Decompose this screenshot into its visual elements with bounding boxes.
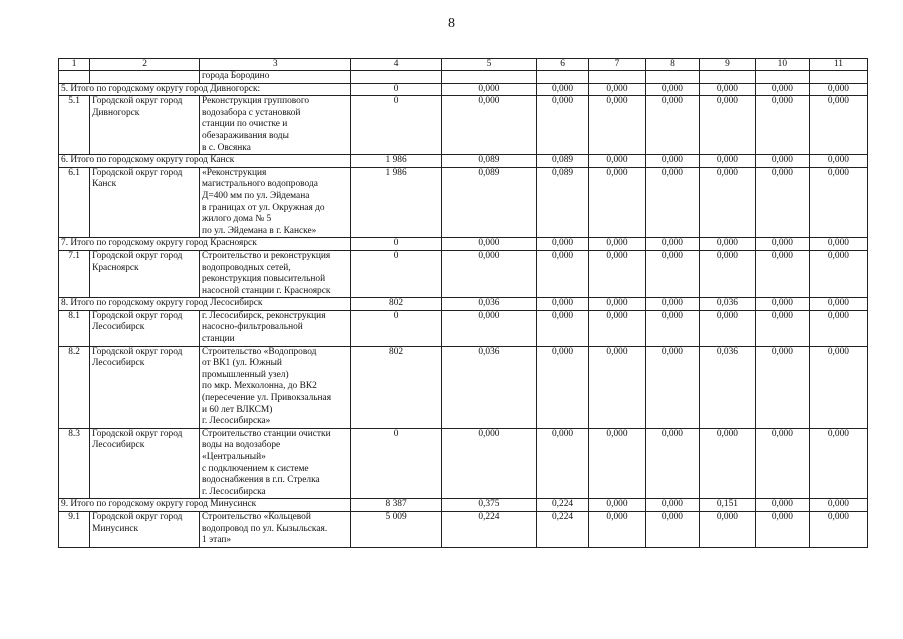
- total-value-cell: 0,000: [441, 83, 536, 96]
- value-cell: 0,089: [537, 167, 589, 238]
- value-cell: 0,000: [588, 428, 645, 499]
- value-cell: 802: [351, 346, 441, 428]
- value-cell: 0,000: [755, 167, 809, 238]
- value-cell: 0,000: [645, 167, 699, 238]
- value-cell: 0,000: [588, 96, 645, 155]
- total-label: 6. Итого по городскому округу город Канск: [59, 155, 351, 168]
- value-cell: 0,000: [441, 96, 536, 155]
- total-value-cell: 0,000: [588, 499, 645, 512]
- cell: [537, 71, 589, 84]
- value-cell: 0,000: [699, 511, 755, 547]
- total-value-cell: 0,000: [441, 238, 536, 251]
- district-cell: Городской округ город Лесосибирск: [90, 428, 200, 499]
- value-cell: 0,000: [645, 511, 699, 547]
- value-cell: 0,000: [699, 428, 755, 499]
- value-cell: 0,000: [645, 250, 699, 297]
- row-index: 7.1: [59, 250, 90, 297]
- total-value-cell: 802: [351, 298, 441, 311]
- total-value-cell: 8 387: [351, 499, 441, 512]
- value-cell: 0,224: [537, 511, 589, 547]
- object-description-cell: Реконструкция группового водозабора с установкой станции по очистке и обезараживания воды в с. Овсянка: [200, 96, 351, 155]
- object-description-cell: «Реконструкция магистрального водопровода Д=400 мм по ул. Эйдемана в границах от ул. Окружная до жилого дома № 5 по ул. Эйдемана в г. Канске»: [200, 167, 351, 238]
- district-total-row: [59, 298, 868, 311]
- value-cell: 0: [351, 96, 441, 155]
- value-cell: 0,000: [809, 167, 867, 238]
- value-cell: 0: [351, 428, 441, 499]
- object-row: [59, 250, 868, 297]
- total-value-cell: 0: [351, 238, 441, 251]
- value-cell: 0,000: [588, 310, 645, 346]
- header-cell: 10: [755, 59, 809, 71]
- value-cell: 0,089: [441, 167, 536, 238]
- row-index: 6.1: [59, 167, 90, 238]
- header-cell: 11: [809, 59, 867, 71]
- cell: [351, 71, 441, 84]
- row-index: 5.1: [59, 96, 90, 155]
- object-row: [59, 167, 868, 238]
- total-value-cell: 0,000: [809, 83, 867, 96]
- value-cell: 0,000: [699, 96, 755, 155]
- total-value-cell: 0,000: [699, 155, 755, 168]
- value-cell: 0,000: [537, 310, 589, 346]
- total-value-cell: 0: [351, 83, 441, 96]
- continuation-object-cell: города Бородино: [200, 71, 351, 84]
- header-cell: 1: [59, 59, 90, 71]
- total-value-cell: 0,036: [699, 298, 755, 311]
- cell: [59, 71, 90, 84]
- header-cell: 8: [645, 59, 699, 71]
- header-cell: 9: [699, 59, 755, 71]
- total-value-cell: 0,000: [537, 238, 589, 251]
- value-cell: 0,000: [755, 96, 809, 155]
- value-cell: 0,224: [441, 511, 536, 547]
- total-value-cell: 0,151: [699, 499, 755, 512]
- total-label: 9. Итого по городскому округу город Минусинск: [59, 499, 351, 512]
- value-cell: 0,000: [441, 250, 536, 297]
- total-value-cell: 0,000: [809, 155, 867, 168]
- total-value-cell: 0,000: [645, 83, 699, 96]
- value-cell: 0,000: [755, 346, 809, 428]
- object-row: [59, 511, 868, 547]
- total-value-cell: 0,089: [441, 155, 536, 168]
- value-cell: 0,000: [537, 96, 589, 155]
- value-cell: 0,000: [809, 428, 867, 499]
- object-row: [59, 346, 868, 428]
- total-value-cell: 0,000: [755, 499, 809, 512]
- cell: [588, 71, 645, 84]
- total-value-cell: 0,089: [537, 155, 589, 168]
- object-description-cell: Строительство станции очистки воды на водозаборе «Центральный» с подключением к системе водоснабжения в г.п. Стрелка г. Лесосибирска: [200, 428, 351, 499]
- row-index: 8.3: [59, 428, 90, 499]
- page-number: 8: [448, 16, 455, 31]
- value-cell: 0,000: [755, 310, 809, 346]
- total-value-cell: 0,000: [588, 238, 645, 251]
- cell: [755, 71, 809, 84]
- value-cell: 0,000: [699, 310, 755, 346]
- continuation-row: [59, 71, 868, 84]
- total-value-cell: 0,000: [645, 298, 699, 311]
- header-cell: 2: [90, 59, 200, 71]
- total-value-cell: 0,000: [755, 83, 809, 96]
- total-value-cell: 0,000: [755, 298, 809, 311]
- object-description-cell: г. Лесосибирск, реконструкция насосно-фильтровальной станции: [200, 310, 351, 346]
- value-cell: 0,000: [755, 250, 809, 297]
- total-value-cell: 0,000: [809, 298, 867, 311]
- header-cell: 5: [441, 59, 536, 71]
- value-cell: 0,000: [645, 310, 699, 346]
- value-cell: 0,036: [699, 346, 755, 428]
- total-value-cell: 0,000: [699, 83, 755, 96]
- value-cell: 0,000: [809, 250, 867, 297]
- value-cell: 0,000: [645, 346, 699, 428]
- total-value-cell: 0,000: [809, 238, 867, 251]
- row-index: 8.2: [59, 346, 90, 428]
- district-total-row: [59, 155, 868, 168]
- row-index: 8.1: [59, 310, 90, 346]
- cell: [699, 71, 755, 84]
- total-value-cell: 0,000: [537, 83, 589, 96]
- value-cell: 0,036: [441, 346, 536, 428]
- total-value-cell: 0,000: [588, 83, 645, 96]
- value-cell: 0,000: [588, 250, 645, 297]
- district-total-row: [59, 499, 868, 512]
- total-value-cell: 0,000: [809, 499, 867, 512]
- value-cell: 0,000: [645, 96, 699, 155]
- district-cell: Городской округ город Канск: [90, 167, 200, 238]
- object-description-cell: Строительство и реконструкция водопроводных сетей, реконструкция повысительной насосной станции г. Красноярск: [200, 250, 351, 297]
- total-label: 8. Итого по городскому округу город Лесосибирск: [59, 298, 351, 311]
- value-cell: 0,000: [441, 428, 536, 499]
- value-cell: 0,000: [537, 346, 589, 428]
- value-cell: 5 009: [351, 511, 441, 547]
- value-cell: 0,000: [699, 250, 755, 297]
- header-cell: 7: [588, 59, 645, 71]
- value-cell: 0,000: [537, 428, 589, 499]
- object-row: [59, 96, 868, 155]
- value-cell: 0,000: [755, 428, 809, 499]
- district-cell: Городской округ город Лесосибирск: [90, 310, 200, 346]
- total-value-cell: 0,036: [441, 298, 536, 311]
- value-cell: 0: [351, 250, 441, 297]
- header-cell: 3: [200, 59, 351, 71]
- district-cell: Городской округ город Минусинск: [90, 511, 200, 547]
- header-row: [59, 59, 868, 71]
- object-description-cell: Строительство «Водопровод от ВК1 (ул. Южный промышленный узел) по мкр. Мехколонна, до ВК2 (пересечение ул. Привокзальная и 60 лет ВЛКСМ) г. Лесосибирска»: [200, 346, 351, 428]
- value-cell: 0,000: [699, 167, 755, 238]
- total-value-cell: 0,000: [699, 238, 755, 251]
- cell: [441, 71, 536, 84]
- value-cell: 0,000: [645, 428, 699, 499]
- cell: [809, 71, 867, 84]
- district-cell: Городской округ город Красноярск: [90, 250, 200, 297]
- value-cell: 0,000: [755, 511, 809, 547]
- total-label: 5. Итого по городскому округу город Дивногорск:: [59, 83, 351, 96]
- total-value-cell: 0,000: [755, 238, 809, 251]
- value-cell: 0,000: [588, 511, 645, 547]
- total-value-cell: 0,000: [645, 238, 699, 251]
- total-value-cell: 0,000: [755, 155, 809, 168]
- total-value-cell: 0,000: [588, 155, 645, 168]
- district-cell: Городской округ город Дивногорск: [90, 96, 200, 155]
- total-label: 7. Итого по городскому округу город Красноярск: [59, 238, 351, 251]
- district-cell: Городской округ город Лесосибирск: [90, 346, 200, 428]
- cell: [90, 71, 200, 84]
- value-cell: 0,000: [441, 310, 536, 346]
- object-description-cell: Строительство «Кольцевой водопровод по ул. Кызыльская. 1 этап»: [200, 511, 351, 547]
- value-cell: 0,000: [809, 96, 867, 155]
- value-cell: 0,000: [809, 346, 867, 428]
- value-cell: 0,000: [809, 310, 867, 346]
- investment-table: [58, 58, 868, 548]
- value-cell: 0,000: [588, 167, 645, 238]
- object-row: [59, 310, 868, 346]
- row-index: 9.1: [59, 511, 90, 547]
- total-value-cell: 0,000: [645, 499, 699, 512]
- value-cell: 1 986: [351, 167, 441, 238]
- district-total-row: [59, 83, 868, 96]
- object-row: [59, 428, 868, 499]
- value-cell: 0,000: [537, 250, 589, 297]
- district-total-row: [59, 238, 868, 251]
- total-value-cell: 0,000: [645, 155, 699, 168]
- total-value-cell: 1 986: [351, 155, 441, 168]
- total-value-cell: 0,000: [588, 298, 645, 311]
- cell: [645, 71, 699, 84]
- value-cell: 0: [351, 310, 441, 346]
- total-value-cell: 0,000: [537, 298, 589, 311]
- total-value-cell: 0,224: [537, 499, 589, 512]
- header-cell: 6: [537, 59, 589, 71]
- header-cell: 4: [351, 59, 441, 71]
- total-value-cell: 0,375: [441, 499, 536, 512]
- value-cell: 0,000: [809, 511, 867, 547]
- value-cell: 0,000: [588, 346, 645, 428]
